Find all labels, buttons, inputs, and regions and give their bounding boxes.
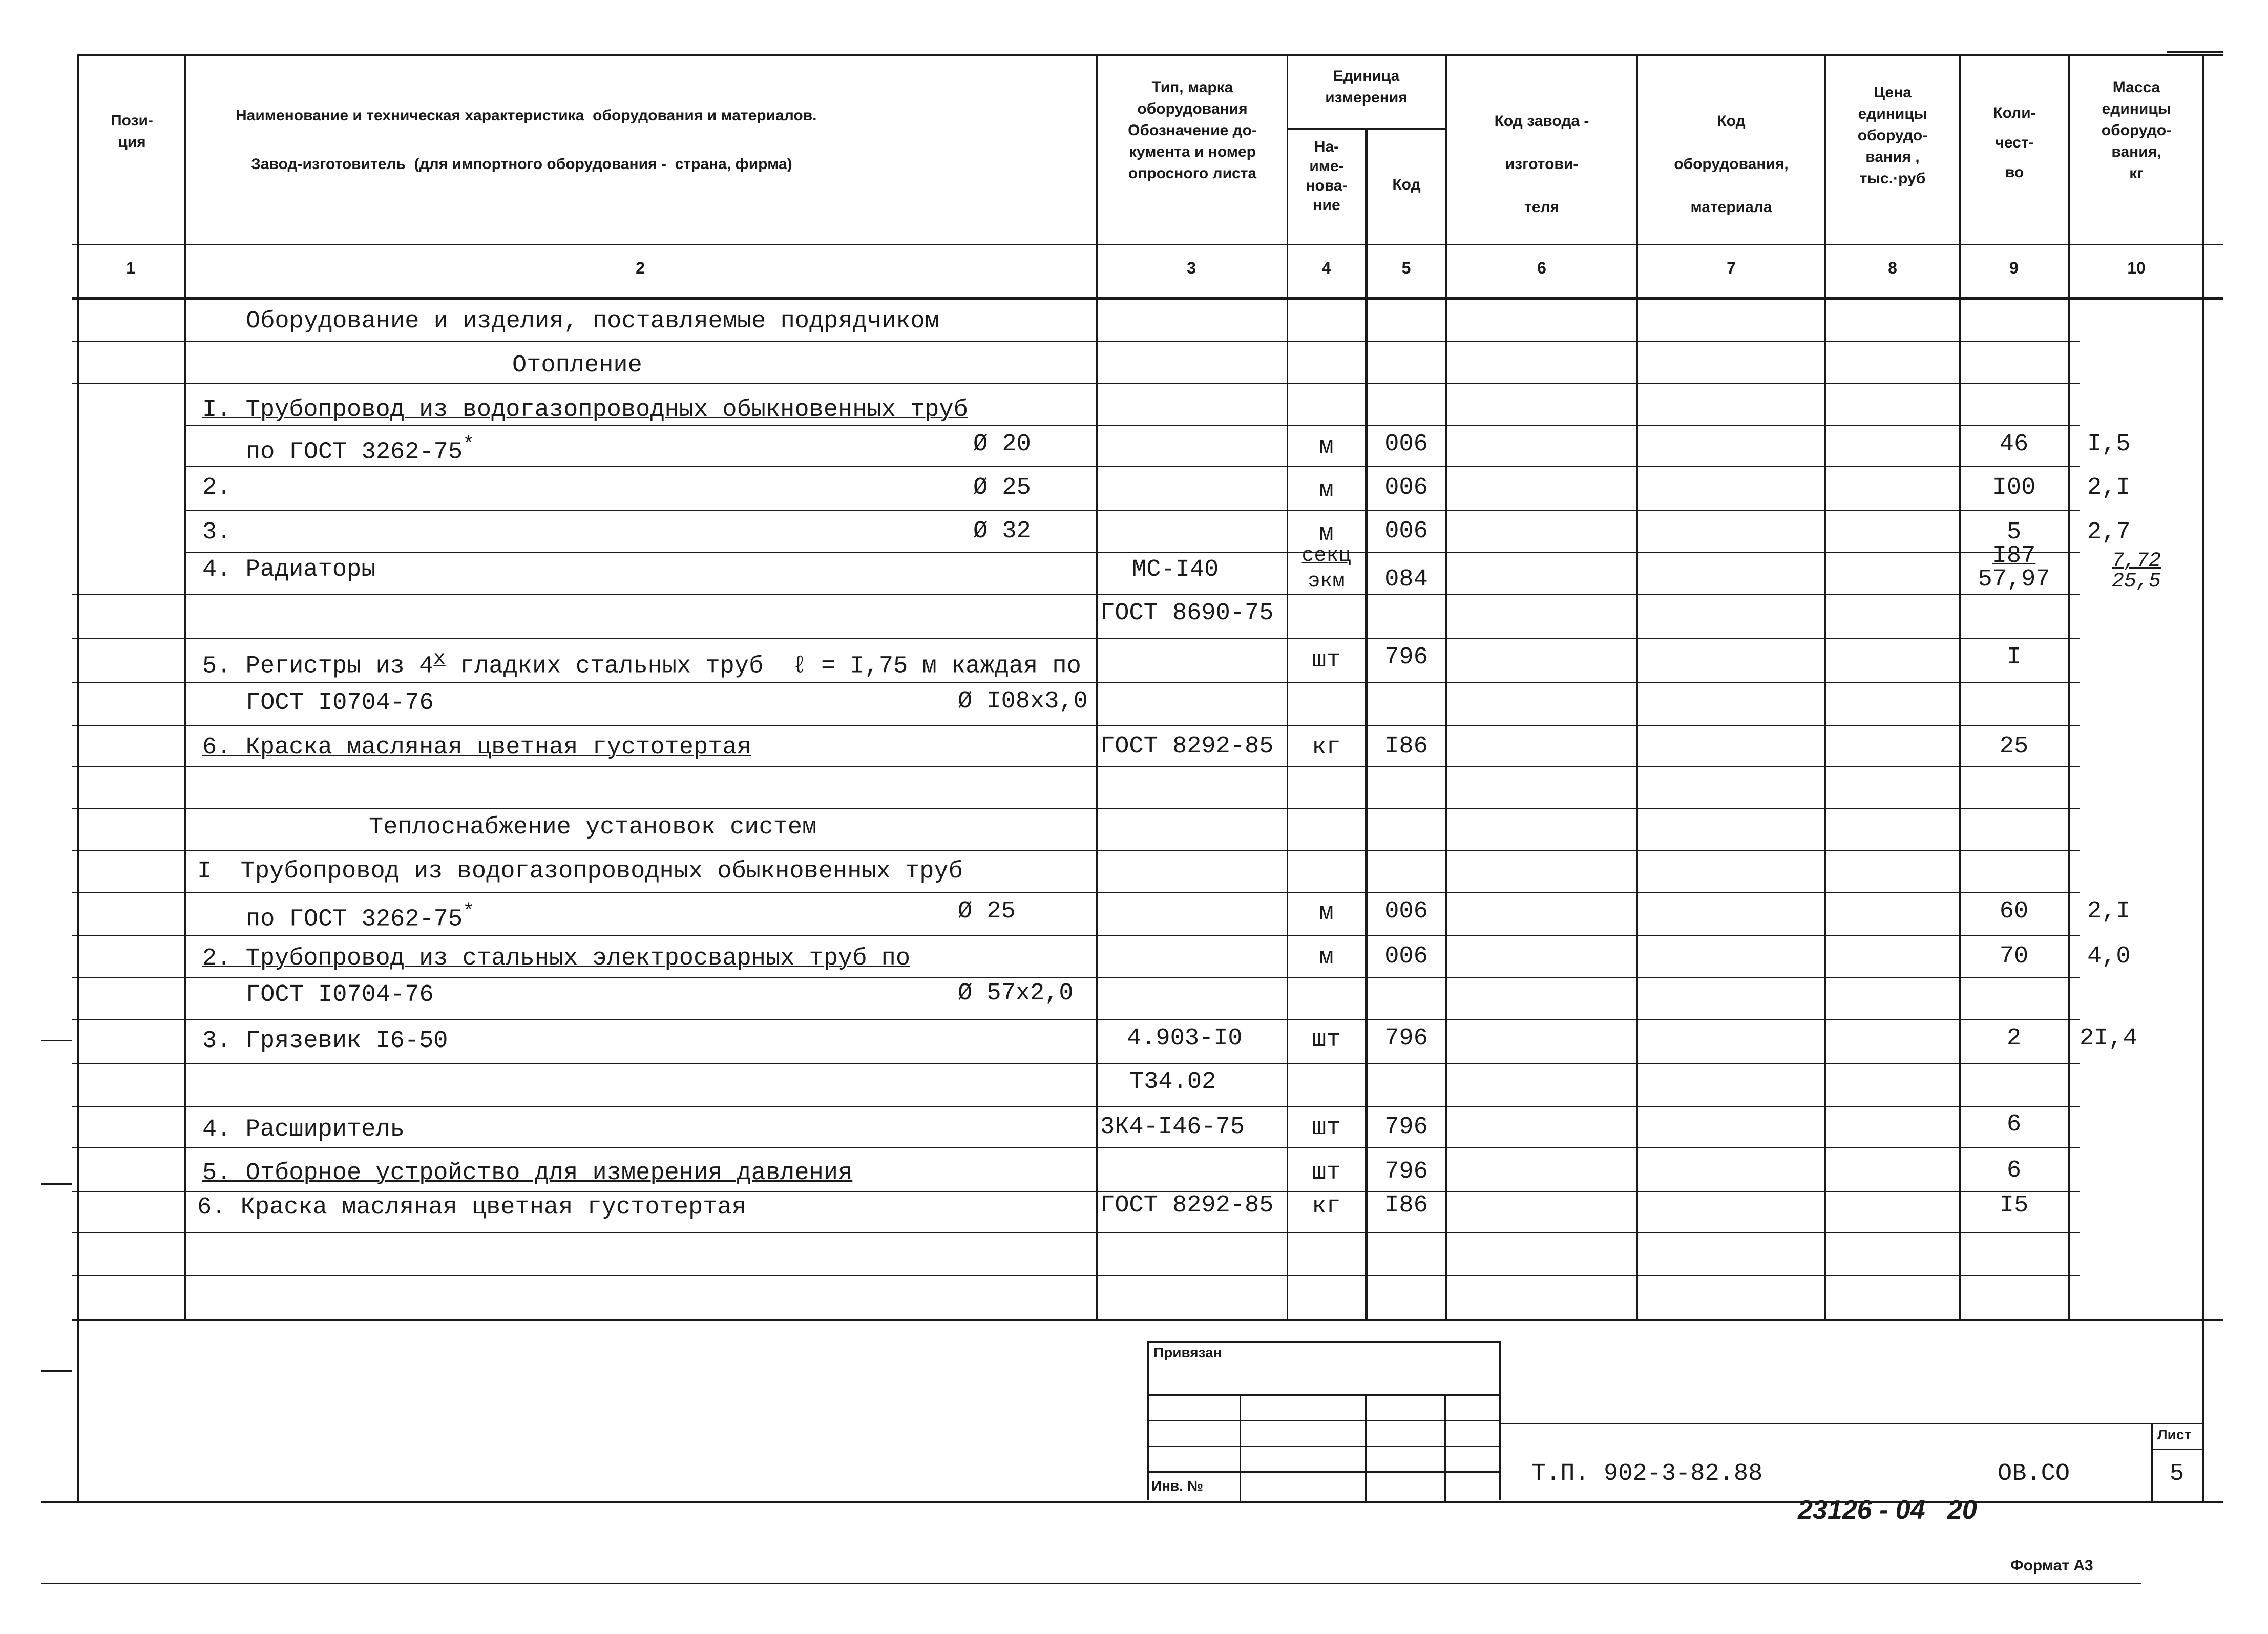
unit-name-bottom: экм (1308, 570, 1345, 593)
unit-code: I86 (1384, 1192, 1428, 1219)
col-number: 4 (1321, 259, 1331, 277)
section-subtitle: Отопление (512, 352, 642, 379)
binding-label: Привязан (1153, 1345, 1222, 1360)
sheet-number: 5 (2169, 1460, 2185, 1488)
item-standard: ГОСТ I0704-76 (246, 981, 434, 1009)
item-size: Ø I08х3,0 (958, 688, 1088, 715)
item-name (202, 644, 1081, 681)
item-name: 3. Грязевик I6-50 (202, 1028, 448, 1055)
item-name: 6. Краска масляная цветная густотертая (202, 734, 751, 761)
unit-name: шт (1312, 1115, 1341, 1142)
superscript: * (463, 900, 475, 923)
unit-code: 796 (1384, 1158, 1428, 1185)
item-type: Т34.02 (1129, 1069, 1216, 1096)
inventory-label: Инв. № (1151, 1478, 1204, 1494)
quantity: I (2006, 644, 2022, 671)
item-type: ГОСТ 8690-75 (1100, 600, 1274, 627)
mass: I,5 (2087, 431, 2131, 458)
col-number: 9 (2009, 259, 2019, 277)
quantity: I00 (1992, 474, 2036, 501)
unit-name: шт (1312, 1027, 1341, 1054)
item-type: 4.903-I0 (1127, 1025, 1243, 1052)
unit-code: 084 (1384, 566, 1428, 593)
unit-name: м (1319, 477, 1334, 504)
unit-name: м (1319, 944, 1334, 971)
header-price: Цена единицы оборудо- вания , тыс.·руб (1857, 84, 1928, 187)
item-name: 4. Радиаторы (202, 556, 376, 583)
header-type: Тип, марка оборудования Обозначение до- кумента и номер опросного листа (1128, 79, 1257, 182)
header-name-line2: Завод-изготовитель (для импортного оборудования - страна, фирма) (251, 156, 792, 173)
col-number: 5 (1401, 259, 1411, 277)
item-name (246, 897, 475, 934)
header-unit-name: На- име- нова- ние (1306, 138, 1348, 214)
unit-code: 796 (1384, 1025, 1428, 1052)
col-number: 3 (1187, 259, 1196, 277)
col-number: 2 (636, 259, 645, 277)
item-type: МС-I40 (1132, 556, 1219, 583)
header-equipment-code: Код оборудования, материала (1674, 113, 1789, 216)
unit-code: I86 (1384, 733, 1428, 760)
item-standard: по ГОСТ 3262-75 (246, 438, 463, 466)
item-name: I. Трубопровод из водогазопроводных обыкновенных труб (202, 396, 968, 424)
header-unit-code: Код (1392, 176, 1421, 193)
item-size: Ø 57х2,0 (958, 980, 1074, 1007)
col-number: 10 (2127, 259, 2146, 277)
col-number: 1 (126, 259, 135, 277)
mass-bottom: 25,5 (2111, 570, 2161, 593)
item-name: 4. Расширитель (202, 1116, 405, 1143)
format-label: Формат А3 (2010, 1557, 2093, 1574)
section-code: ОВ.СО (1998, 1460, 2070, 1488)
quantity: 70 (1999, 943, 2029, 970)
item-size: Ø 20 (973, 431, 1031, 458)
item-name: 2. Трубопровод из стальных электросварных труб по (202, 945, 911, 972)
mass: 2I,4 (2080, 1025, 2137, 1052)
quantity: 5 (2006, 519, 2022, 546)
item-type: 3К4-I46-75 (1100, 1114, 1245, 1141)
col-number: 8 (1888, 259, 1897, 277)
quantity: 60 (1999, 898, 2029, 925)
unit-code: 006 (1384, 943, 1428, 970)
mass: 4,0 (2087, 943, 2131, 970)
quantity: 25 (1999, 733, 2029, 760)
item-name-part: 5. Регистры из 4 (202, 653, 434, 680)
header-quantity: Коли- чест- во (1993, 104, 2036, 181)
item-name-part: гладких стальных труб ℓ = I,75 м каждая по (445, 653, 1081, 680)
quantity: 2 (2006, 1025, 2022, 1052)
unit-name: шт (1312, 647, 1341, 674)
col-number: 6 (1537, 259, 1546, 277)
item-type: ГОСТ 8292-85 (1100, 733, 1274, 760)
unit-name: кг (1312, 734, 1341, 761)
unit-name: кг (1312, 1193, 1341, 1220)
document-code: Т.П. 902-3-82.88 (1531, 1460, 1763, 1488)
item-standard: ГОСТ I0704-76 (246, 689, 434, 717)
unit-code: 006 (1384, 431, 1428, 458)
header-unit-group: Единица измерения (1325, 68, 1408, 106)
unit-code: 796 (1384, 644, 1428, 671)
quantity: 46 (1999, 431, 2029, 458)
unit-name-top: секц (1301, 544, 1351, 568)
unit-code: 796 (1384, 1114, 1428, 1141)
item-size: Ø 25 (973, 474, 1031, 501)
superscript: * (463, 433, 475, 456)
item-type: ГОСТ 8292-85 (1100, 1192, 1274, 1219)
mass: 2,I (2087, 474, 2131, 501)
unit-code: 006 (1384, 518, 1428, 545)
item-standard: по ГОСТ 3262-75 (246, 906, 463, 933)
sheet-label: Лист (2157, 1427, 2192, 1442)
unit-code: 006 (1384, 898, 1428, 925)
item-name: 6. Краска масляная цветная густотертая (197, 1194, 746, 1221)
header-mass: Масса единицы оборудо- вания, кг (2101, 79, 2172, 182)
mass: 2,I (2087, 898, 2131, 925)
item-name: 2. (202, 474, 232, 501)
item-name: 3. (202, 519, 232, 546)
mass: 2,7 (2087, 519, 2131, 546)
quantity-bottom: 57,97 (1978, 566, 2050, 593)
unit-name: м (1319, 433, 1334, 460)
col-number: 7 (1727, 259, 1736, 277)
item-size: Ø 25 (958, 898, 1016, 925)
unit-name: м (1319, 520, 1334, 548)
header-name-line1: Наименование и техническая характеристика оборудования и материалов. (236, 107, 817, 124)
section-title: Теплоснабжение установок систем (369, 814, 817, 841)
item-size: Ø 32 (973, 518, 1031, 545)
unit-name: м (1319, 899, 1334, 927)
superscript: х (433, 647, 446, 670)
quantity: I5 (1999, 1192, 2029, 1219)
quantity: 6 (2006, 1111, 2022, 1138)
item-name (246, 430, 475, 467)
handwritten-number: 23126 - 04 20 (1798, 1495, 1977, 1525)
quantity: 6 (2006, 1157, 2022, 1184)
item-name: I Трубопровод из водогазопроводных обыкновенных труб (197, 858, 963, 885)
header-factory-code: Код завода - изготови- теля (1494, 113, 1589, 216)
header-position: Пози- ция (111, 112, 153, 151)
mass-top: 7,72 (2111, 550, 2161, 573)
unit-name: шт (1312, 1159, 1341, 1186)
unit-code: 006 (1384, 474, 1428, 501)
section-title: Оборудование и изделия, поставляемые подрядчиком (246, 308, 939, 335)
quantity-top: I87 (1992, 542, 2036, 570)
item-name: 5. Отборное устройство для измерения давления (202, 1160, 853, 1187)
